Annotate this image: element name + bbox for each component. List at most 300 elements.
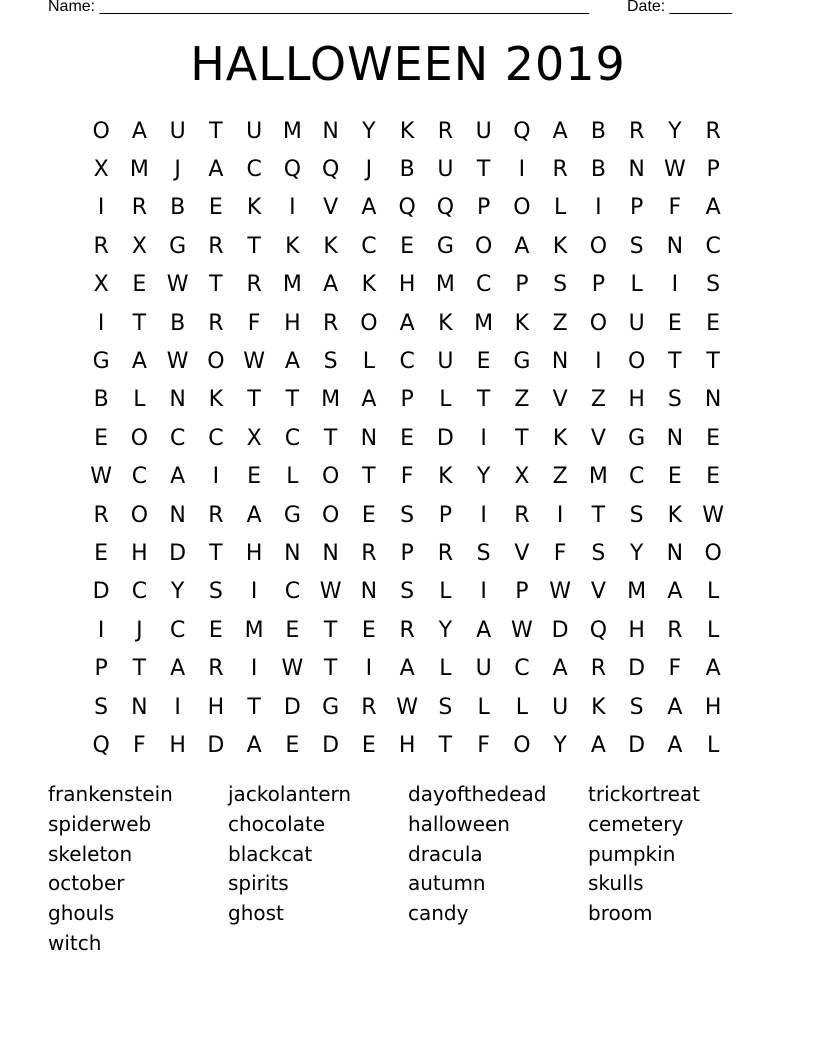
grid-letter: Q: [398, 195, 416, 221]
grid-letter: R: [437, 118, 454, 144]
grid-letter: I: [250, 656, 258, 682]
grid-letter: L: [477, 694, 490, 720]
grid-letter: S: [591, 540, 606, 566]
grid-letter: A: [170, 656, 186, 682]
grid-letter: N: [284, 540, 301, 566]
grid-letter: N: [360, 579, 378, 605]
grid-letter: K: [246, 195, 262, 221]
grid-letter: P: [515, 579, 529, 605]
word-list-item: dracula: [408, 841, 483, 866]
grid-letter: W: [319, 579, 342, 605]
grid-letter: I: [212, 464, 220, 490]
grid-letter: W: [663, 157, 686, 183]
grid-letter: A: [552, 656, 568, 682]
grid-letter: T: [668, 349, 682, 375]
grid-letter: E: [706, 464, 721, 490]
grid-letter: O: [321, 502, 340, 528]
grid-letter: O: [92, 118, 110, 144]
grid-letter: O: [589, 233, 608, 259]
grid-letter: B: [399, 157, 415, 183]
word-list-item: skulls: [588, 871, 644, 896]
grid-letter: O: [360, 310, 378, 336]
grid-letter: E: [94, 425, 109, 451]
grid-letter: V: [590, 579, 606, 605]
grid-letter: A: [705, 195, 721, 221]
grid-letter: Y: [553, 732, 567, 758]
grid-letter: R: [552, 157, 568, 183]
grid-letter: K: [361, 272, 377, 298]
grid-letter: T: [323, 656, 338, 682]
grid-letter: D: [436, 425, 454, 451]
grid-letter: S: [476, 540, 491, 566]
grid-letter: R: [590, 656, 607, 682]
grid-letter: A: [705, 656, 721, 682]
grid-letter: S: [323, 349, 338, 375]
grid-letter: A: [667, 579, 683, 605]
grid-letter: Y: [170, 579, 185, 605]
grid-letter: R: [628, 118, 645, 144]
grid-letter: H: [245, 540, 263, 566]
grid-letter: R: [361, 694, 377, 720]
grid-letter: H: [207, 694, 225, 720]
grid-letter: O: [627, 349, 646, 375]
grid-letter: E: [667, 310, 682, 336]
word-list-item: spirits: [228, 871, 289, 896]
grid-letter: E: [361, 732, 376, 758]
grid-letter: M: [282, 118, 302, 144]
word-list-item: autumn: [408, 871, 486, 896]
grid-letter: W: [702, 502, 724, 528]
grid-letter: L: [706, 579, 720, 605]
grid-letter: O: [704, 540, 722, 566]
grid-letter: U: [475, 118, 492, 144]
grid-letter: A: [208, 157, 224, 183]
grid-letter: U: [246, 118, 263, 144]
grid-letter: N: [628, 157, 645, 183]
grid-letter: T: [438, 732, 453, 758]
grid-letter: V: [590, 425, 606, 451]
grid-letter: P: [515, 272, 529, 298]
grid-letter: D: [322, 732, 340, 758]
grid-letter: E: [247, 464, 262, 490]
grid-letter: E: [132, 272, 147, 298]
grid-letter: Q: [436, 195, 455, 221]
grid-letter: A: [284, 349, 300, 375]
grid-letter: N: [131, 694, 148, 720]
grid-letter: A: [399, 310, 415, 336]
word-list-item: broom: [588, 901, 653, 926]
grid-letter: I: [365, 656, 373, 682]
grid-letter: Z: [590, 387, 606, 413]
word-list-item: ghouls: [48, 901, 115, 926]
grid-letter: O: [130, 425, 149, 451]
grid-letter: K: [552, 233, 568, 259]
grid-letter: C: [284, 425, 301, 451]
grid-letter: A: [590, 732, 606, 758]
grid-letter: T: [323, 617, 338, 643]
grid-letter: G: [283, 502, 301, 528]
grid-letter: E: [706, 425, 721, 451]
grid-letter: C: [169, 617, 186, 643]
grid-letter: Q: [589, 617, 608, 643]
grid-letter: E: [361, 617, 376, 643]
word-list-item: jackolantern: [228, 782, 352, 806]
grid-letter: T: [323, 425, 338, 451]
grid-letter: C: [131, 579, 148, 605]
grid-letter: O: [513, 732, 531, 758]
grid-letter: E: [476, 349, 491, 375]
grid-letter: F: [400, 464, 414, 490]
grid-letter: Q: [513, 118, 531, 144]
grid-letter: P: [400, 387, 414, 413]
grid-letter: N: [551, 349, 569, 375]
grid-letter: E: [285, 617, 300, 643]
grid-letter: I: [480, 502, 487, 528]
grid-letter: V: [323, 195, 339, 221]
grid-letter: B: [170, 195, 186, 221]
grid-letter: X: [131, 233, 147, 259]
grid-letter: C: [475, 272, 492, 298]
grid-letter: M: [244, 617, 264, 643]
grid-letter: O: [474, 233, 493, 259]
grid-letter: Y: [668, 118, 682, 144]
word-list-item: candy: [408, 901, 469, 926]
grid-letter: B: [93, 387, 109, 413]
grid-letter: B: [590, 118, 606, 144]
word-list: [48, 780, 768, 959]
grid-letter: T: [209, 272, 223, 298]
grid-letter: K: [399, 118, 415, 144]
grid-letter: C: [208, 425, 224, 451]
grid-letter: A: [170, 464, 186, 490]
grid-letter: I: [480, 579, 487, 605]
grid-letter: T: [591, 502, 606, 528]
grid-letter: Z: [552, 464, 568, 490]
date-field-label: Date: _______: [627, 0, 732, 15]
grid-letter: Z: [552, 310, 568, 336]
grid-letter: U: [169, 118, 186, 144]
grid-letter: I: [595, 195, 602, 221]
grid-letter: H: [169, 732, 186, 758]
word-list-item: skeleton: [48, 841, 133, 866]
grid-letter: A: [361, 387, 377, 413]
grid-letter: T: [706, 349, 720, 375]
grid-letter: V: [552, 387, 568, 413]
grid-letter: L: [439, 387, 452, 413]
grid-letter: L: [362, 349, 375, 375]
grid-letter: K: [591, 694, 606, 720]
grid-letter: D: [628, 732, 646, 758]
grid-letter: N: [666, 540, 684, 566]
grid-letter: E: [400, 425, 415, 451]
grid-letter: W: [166, 349, 189, 375]
grid-letter: W: [549, 579, 571, 605]
grid-letter: I: [289, 195, 296, 221]
grid-letter: A: [667, 732, 683, 758]
grid-letter: F: [133, 732, 146, 758]
grid-letter: B: [590, 157, 606, 183]
grid-letter: F: [553, 540, 567, 566]
grid-letter: W: [90, 464, 112, 490]
grid-letter: R: [208, 502, 224, 528]
grid-letter: Q: [283, 157, 302, 183]
grid-letter: C: [705, 233, 721, 259]
grid-letter: N: [666, 425, 684, 451]
grid-letter: K: [667, 502, 683, 528]
grid-letter: X: [93, 272, 109, 298]
grid-letter: D: [628, 656, 646, 682]
grid-letter: I: [595, 349, 602, 375]
grid-letter: S: [629, 233, 644, 259]
grid-letter: R: [322, 310, 339, 336]
grid-letter: C: [514, 656, 530, 682]
grid-letter: T: [476, 157, 491, 183]
grid-letter: S: [438, 694, 453, 720]
grid-letter: E: [667, 464, 682, 490]
grid-letter: A: [514, 233, 530, 259]
grid-letter: L: [439, 579, 452, 605]
grid-letter: H: [284, 310, 301, 336]
grid-letter: R: [667, 617, 683, 643]
grid-letter: S: [629, 694, 644, 720]
grid-letter: M: [129, 157, 149, 183]
grid-letter: N: [360, 425, 378, 451]
grid-letter: M: [627, 579, 647, 605]
grid-letter: P: [706, 157, 720, 183]
grid-letter: W: [243, 349, 265, 375]
grid-letter: S: [629, 502, 644, 528]
grid-letter: T: [285, 387, 300, 413]
grid-letter: R: [93, 502, 109, 528]
grid-letter: Q: [92, 732, 110, 758]
grid-letter: G: [322, 694, 340, 720]
grid-letter: E: [94, 540, 109, 566]
grid-letter: T: [132, 656, 147, 682]
grid-letter: J: [136, 617, 143, 643]
grid-letter: H: [131, 540, 148, 566]
grid-letter: O: [589, 310, 608, 336]
grid-letter: M: [282, 272, 302, 298]
grid-letter: O: [207, 349, 225, 375]
grid-letter: K: [438, 310, 453, 336]
grid-letter: D: [207, 732, 225, 758]
grid-letter: X: [514, 464, 530, 490]
grid-letter: C: [361, 233, 377, 259]
grid-letter: S: [400, 502, 415, 528]
word-list-item: blackcat: [228, 841, 313, 866]
word-list-item: halloween: [408, 811, 510, 836]
grid-letter: E: [361, 502, 376, 528]
word-list-item: dayofthedead: [408, 782, 547, 806]
grid-letter: N: [666, 233, 684, 259]
grid-letter: C: [284, 579, 301, 605]
grid-letter: F: [668, 656, 682, 682]
word-list-item: trickortreat: [588, 782, 700, 806]
grid-letter: C: [169, 425, 186, 451]
grid-letter: D: [283, 694, 301, 720]
grid-letter: K: [208, 387, 224, 413]
grid-letter: O: [321, 464, 340, 490]
grid-letter: U: [628, 310, 645, 336]
grid-letter: R: [208, 233, 224, 259]
grid-letter: P: [476, 195, 491, 221]
grid-letter: F: [668, 195, 682, 221]
grid-letter: F: [247, 310, 261, 336]
word-list-item: chocolate: [228, 811, 326, 836]
grid-letter: C: [131, 464, 148, 490]
word-list-item: spiderweb: [48, 811, 152, 836]
grid-letter: A: [476, 617, 492, 643]
grid-letter: M: [474, 310, 494, 336]
grid-letter: P: [591, 272, 606, 298]
grid-letter: A: [361, 195, 377, 221]
grid-letter: I: [174, 694, 181, 720]
grid-letter: I: [556, 502, 564, 528]
grid-letter: C: [246, 157, 262, 183]
word-list-item: witch: [48, 930, 102, 955]
grid-letter: N: [322, 540, 339, 566]
word-list-item: cemetery: [588, 811, 684, 836]
grid-letter: X: [93, 157, 109, 183]
grid-letter: E: [208, 195, 223, 221]
grid-letter: I: [97, 617, 105, 643]
grid-letter: G: [628, 425, 646, 451]
grid-letter: R: [514, 502, 530, 528]
grid-letter: A: [552, 118, 568, 144]
grid-letter: J: [174, 157, 181, 183]
grid-letter: G: [513, 349, 531, 375]
grid-letter: E: [706, 310, 721, 336]
grid-letter: E: [400, 233, 415, 259]
grid-letter: X: [246, 425, 262, 451]
grid-letter: L: [706, 617, 720, 643]
grid-letter: M: [321, 387, 341, 413]
page-title: HALLOWEEN 2019: [190, 37, 626, 91]
grid-letter: T: [247, 233, 261, 259]
grid-letter: F: [477, 732, 490, 758]
grid-letter: L: [439, 656, 452, 682]
grid-letter: Y: [438, 617, 453, 643]
grid-letter: R: [705, 118, 721, 144]
grid-letter: B: [170, 310, 186, 336]
grid-letter: A: [246, 732, 262, 758]
grid-letter: K: [552, 425, 568, 451]
grid-letter: T: [209, 118, 223, 144]
grid-letter: R: [361, 540, 377, 566]
grid-letter: S: [94, 694, 109, 720]
grid-letter: Y: [476, 464, 491, 490]
grid-letter: R: [93, 233, 109, 259]
word-list-item: ghost: [228, 901, 284, 926]
grid-letter: K: [323, 233, 338, 259]
grid-letter: T: [476, 387, 491, 413]
grid-letter: L: [706, 732, 720, 758]
grid-letter: P: [629, 195, 644, 221]
grid-letter: Y: [629, 540, 644, 566]
grid-letter: R: [131, 195, 148, 221]
grid-letter: S: [400, 579, 415, 605]
grid-letter: U: [552, 694, 569, 720]
grid-letter: M: [588, 464, 608, 490]
grid-letter: L: [133, 387, 146, 413]
grid-letter: R: [437, 540, 454, 566]
grid-letter: S: [706, 272, 721, 298]
grid-letter: D: [169, 540, 187, 566]
grid-letter: I: [518, 157, 526, 183]
grid-letter: R: [399, 617, 415, 643]
grid-letter: H: [628, 617, 645, 643]
grid-letter: O: [513, 195, 531, 221]
grid-letter: A: [323, 272, 339, 298]
grid-letter: T: [515, 425, 529, 451]
grid-letter: N: [322, 118, 339, 144]
grid-letter: K: [285, 233, 300, 259]
grid-letter: L: [515, 694, 528, 720]
grid-letter: Z: [514, 387, 530, 413]
word-list-item: pumpkin: [588, 841, 676, 866]
grid-letter: H: [398, 272, 416, 298]
grid-letter: A: [399, 656, 415, 682]
grid-letter: D: [551, 617, 569, 643]
grid-letter: I: [97, 310, 105, 336]
grid-letter: E: [208, 617, 223, 643]
grid-letter: P: [438, 502, 453, 528]
grid-letter: R: [208, 310, 224, 336]
word-list-item: frankenstein: [48, 782, 173, 806]
grid-letter: E: [285, 732, 300, 758]
grid-letter: A: [131, 118, 147, 144]
grid-letter: N: [704, 387, 722, 413]
grid-letter: V: [514, 540, 530, 566]
grid-letter: M: [435, 272, 455, 298]
grid-letter: H: [398, 732, 416, 758]
grid-letter: G: [436, 233, 454, 259]
grid-letter: O: [130, 502, 149, 528]
grid-letter: I: [97, 195, 105, 221]
grid-letter: S: [667, 387, 682, 413]
grid-letter: Q: [321, 157, 340, 183]
grid-letter: K: [438, 464, 453, 490]
grid-letter: A: [667, 694, 683, 720]
grid-letter: U: [437, 157, 454, 183]
grid-letter: T: [362, 464, 376, 490]
grid-letter: H: [628, 387, 645, 413]
grid-letter: T: [247, 694, 261, 720]
grid-letter: N: [169, 387, 186, 413]
grid-letter: I: [671, 272, 679, 298]
grid-letter: T: [247, 387, 261, 413]
grid-letter: N: [169, 502, 186, 528]
grid-letter: H: [704, 694, 722, 720]
grid-letter: G: [92, 349, 110, 375]
grid-letter: D: [92, 579, 110, 605]
grid-letter: P: [400, 540, 414, 566]
grid-letter: Y: [362, 118, 376, 144]
grid-letter: J: [365, 157, 373, 183]
name-field-label: Name: _______________________________________________________: [48, 0, 589, 15]
grid-letter: L: [630, 272, 643, 298]
grid-letter: P: [94, 656, 108, 682]
grid-letter: G: [169, 233, 187, 259]
word-search-grid: [82, 112, 732, 765]
grid-letter: U: [437, 349, 454, 375]
grid-letter: W: [166, 272, 189, 298]
grid-letter: T: [209, 540, 223, 566]
grid-letter: R: [246, 272, 262, 298]
word-list-item: october: [48, 871, 125, 896]
grid-letter: I: [480, 425, 487, 451]
grid-letter: S: [208, 579, 223, 605]
